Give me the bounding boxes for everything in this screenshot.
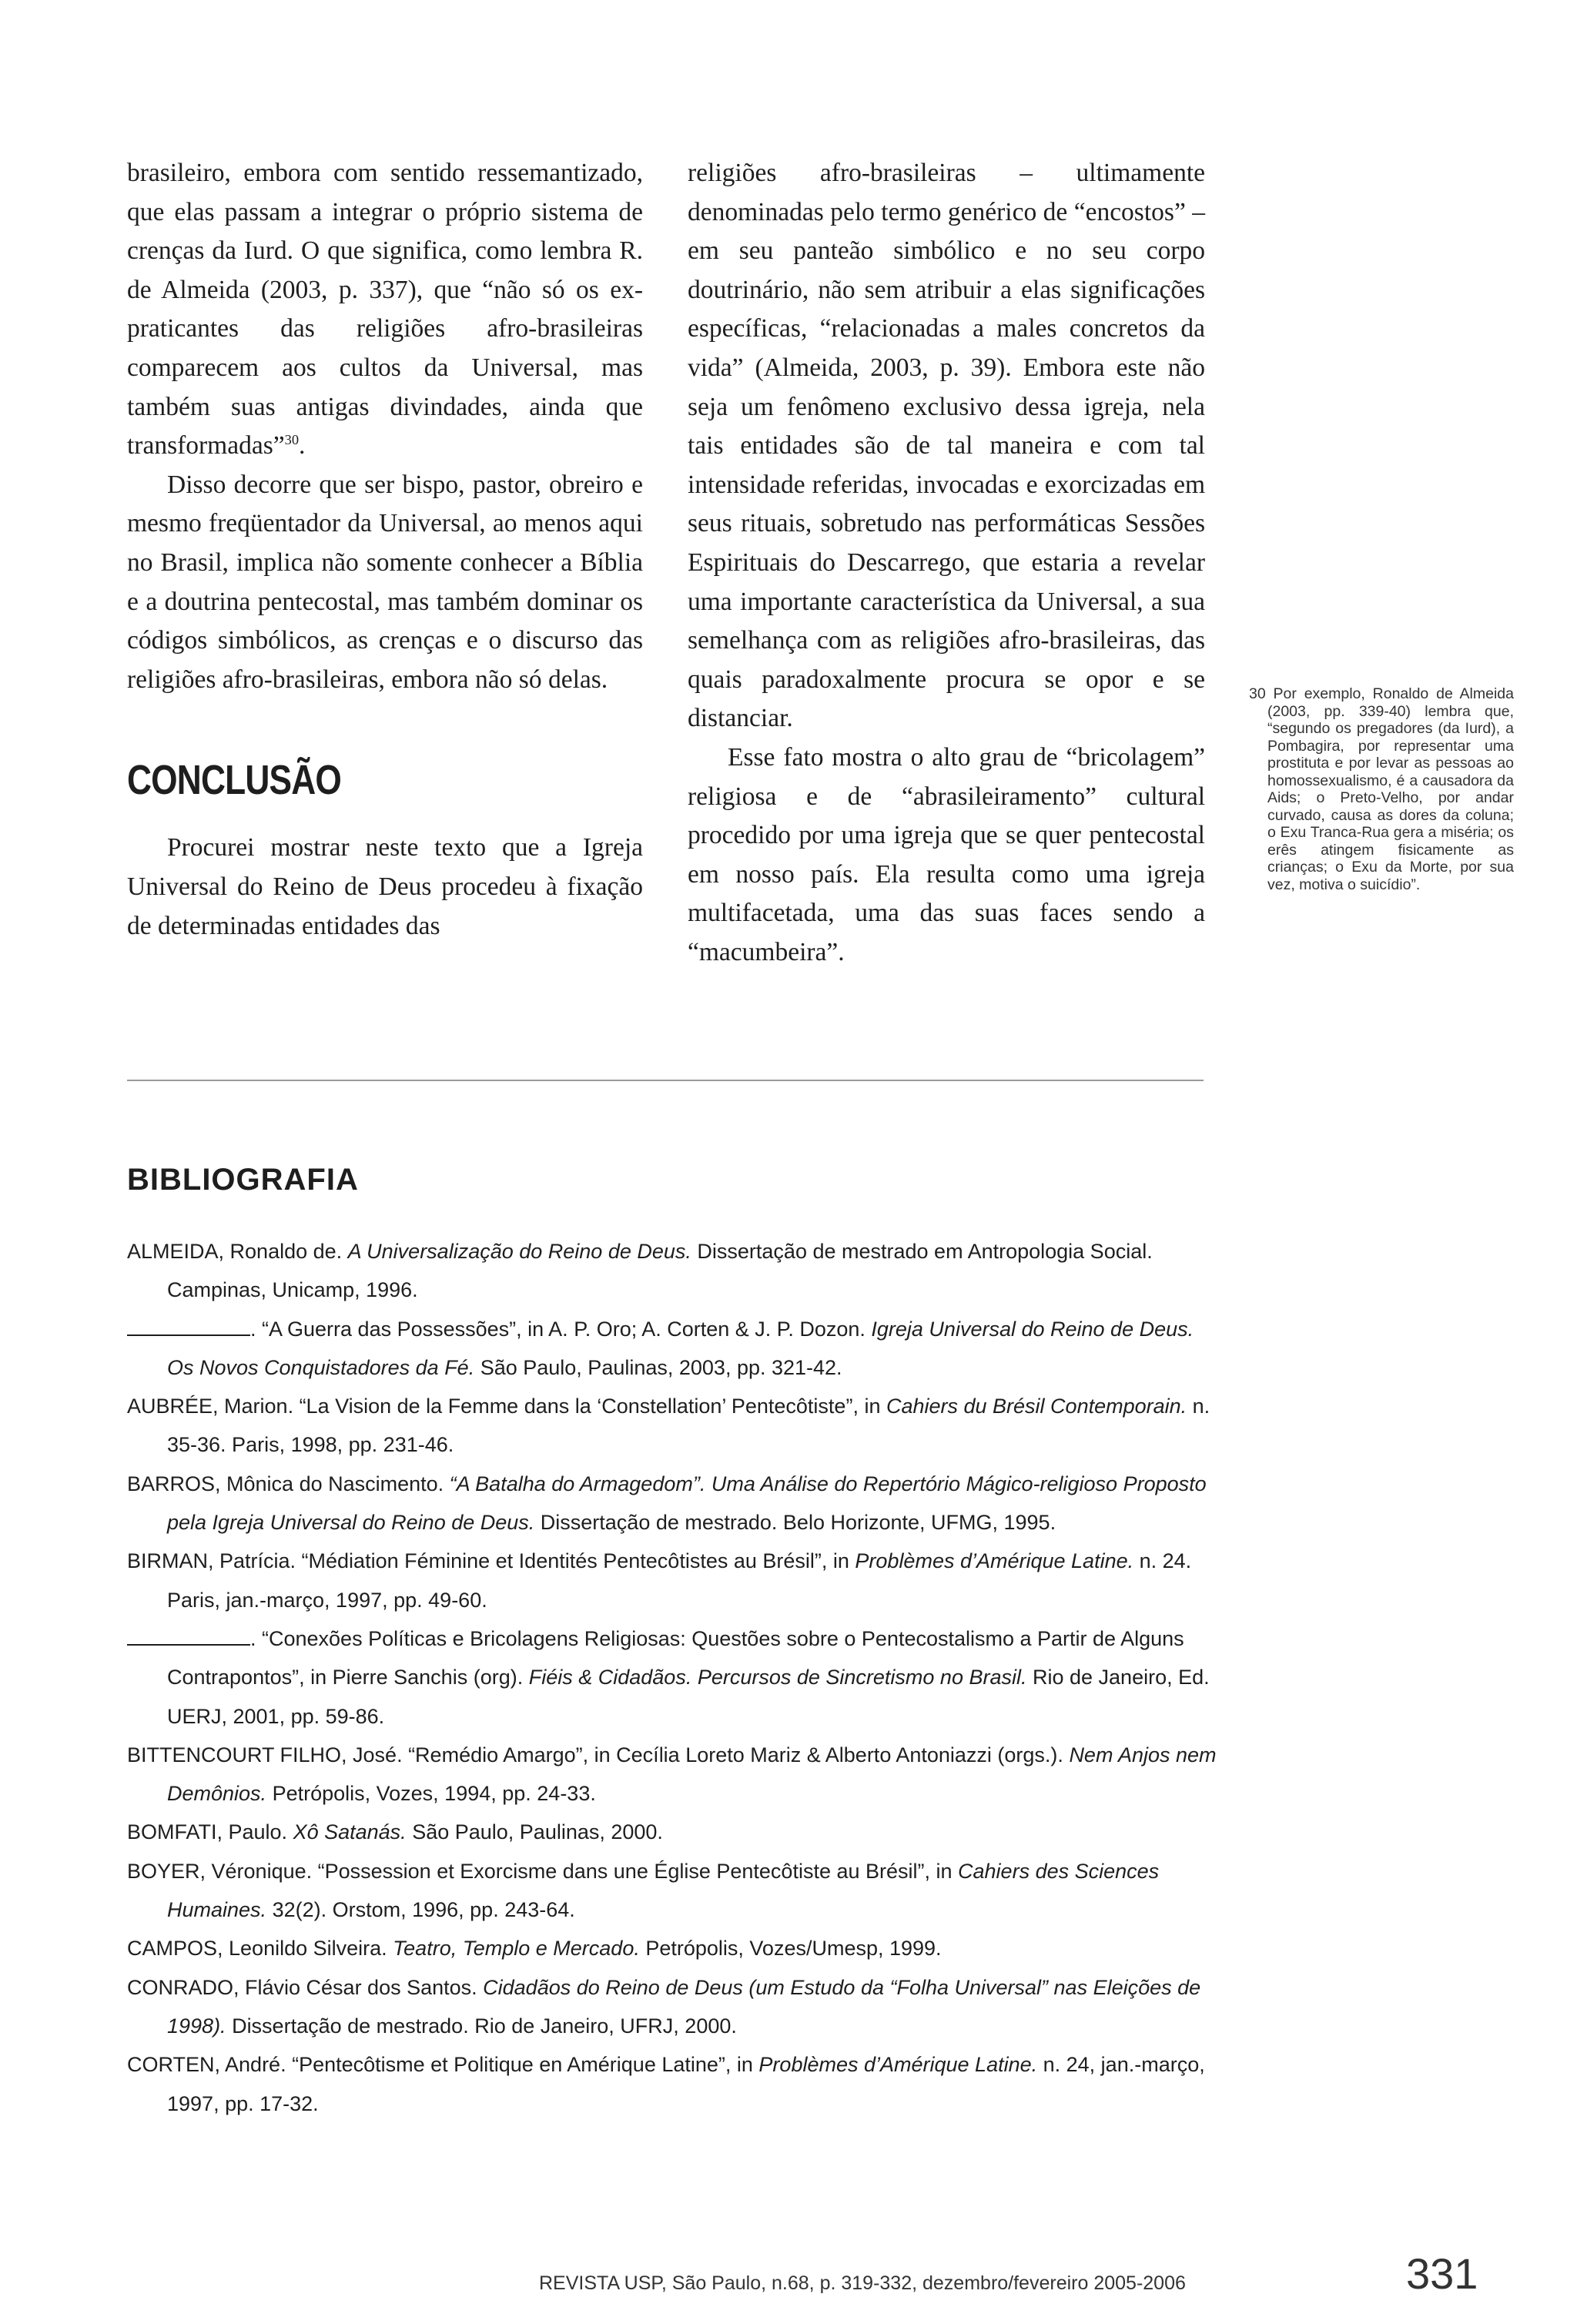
ditto-rule — [127, 1643, 250, 1646]
entry-title: “A Batalha do Armagedom”. Uma Análise do Repertório Mágico-religioso Proposto pela Igreja Universal do Reino de Deus. — [167, 1472, 1207, 1535]
entry-text: Rio de Janeiro, Ed. UERJ, 2001, pp. 59-86. — [167, 1666, 1210, 1728]
entry-text: AUBRÉE, Marion. “La Vision de la Femme dans la ‘Constellation’ Pentecôtiste”, in — [127, 1395, 886, 1418]
entry-title: Problèmes d’Amérique Latine. — [855, 1549, 1134, 1573]
bibliography-entry — [127, 1736, 1220, 1813]
paragraph: Esse fato mostra o alto grau de “bricolagem” religiosa e de “abrasileiramento” cultural procedido por uma igreja que se quer pentecostal em nosso país. Ela resulta como uma igreja multifacetada, uma das suas faces sendo a “macumbeira”. — [688, 742, 1205, 966]
left-text-column — [127, 154, 643, 946]
entry-text: BARROS, Mônica do Nascimento. — [127, 1472, 450, 1495]
bibliography-entry — [127, 2045, 1220, 2123]
ditto-rule — [127, 1334, 250, 1336]
entry-title: Cahiers des Sciences Humaines. — [167, 1859, 1160, 1922]
entry-title: Cahiers du Brésil Contemporain. — [886, 1395, 1187, 1418]
entry-text: BOYER, Véronique. “Possession et Exorcisme dans une Église Pentecôtiste au Brésil”, in — [127, 1859, 959, 1883]
bibliography-entry — [127, 1310, 1220, 1388]
bibliography-entry — [127, 1232, 1220, 1310]
bibliography-entry — [127, 1542, 1220, 1619]
section-heading-conclusion: CONCLUSÃO — [127, 757, 341, 804]
entry-text: BOMFATI, Paulo. — [127, 1820, 293, 1844]
entry-text: 32(2). Orstom, 1996, pp. 243-64. — [266, 1898, 575, 1922]
entry-title: A Universalização do Reino de Deus. — [347, 1240, 691, 1263]
entry-text: São Paulo, Paulinas, 2003, pp. 321-42. — [474, 1355, 842, 1379]
paragraph — [127, 154, 643, 466]
section-heading-bibliography: BIBLIOGRAFIA — [127, 1163, 359, 1197]
entry-text: BITTENCOURT FILHO, José. “Remédio Amargo”, in Cecília Loreto Mariz & Alberto Antoniazzi (orgs.). — [127, 1743, 1070, 1766]
bibliography-entry — [127, 1813, 1220, 1851]
entry-title: Cidadãos do Reino de Deus (um Estudo da “Folha Universal” nas Eleições de 1998). — [167, 1975, 1201, 2038]
entry-title: Teatro, Templo e Mercado. — [393, 1937, 640, 1961]
bibliography-entry — [127, 1852, 1220, 1930]
paragraph-text: brasileiro, embora com sentido ressemantizado, que elas passam a integrar o próprio sistema de crenças da Iurd. O que significa, como lembra R. de Almeida (2003, p. 337), que “não só os ex-praticantes das religiões afro-brasileiras comparecem aos cultos da Universal, mas também suas antigas divindades, ainda que transformadas” — [127, 159, 643, 460]
entry-title: Xô Satanás. — [293, 1820, 407, 1844]
footnote-ref[interactable]: 30 — [284, 432, 300, 447]
entry-text: Dissertação de mestrado. Rio de Janeiro, UFRJ, 2000. — [226, 2014, 737, 2038]
entry-text: n. 24. Paris, jan.-março, 1997, pp. 49-60. — [167, 1549, 1192, 1612]
entry-text: Petrópolis, Vozes, 1994, pp. 24-33. — [266, 1782, 596, 1806]
right-text-column — [688, 154, 1205, 972]
entry-text: n. 24, jan.-março, 1997, pp. 17-32. — [167, 2053, 1205, 2115]
entry-title: Fiéis & Cidadãos. Percursos de Sincretismo no Brasil. — [528, 1666, 1027, 1689]
entry-text: São Paulo, Paulinas, 2000. — [406, 1820, 663, 1844]
entry-text: BIRMAN, Patrícia. “Médiation Féminine et Identités Pentecôtistes au Brésil”, in — [127, 1549, 855, 1573]
bibliography-list — [127, 1232, 1220, 2123]
entry-title: Nem Anjos nem Demônios. — [167, 1743, 1217, 1806]
paragraph: Disso decorre que ser bispo, pastor, obreiro e mesmo freqüentador da Universal, ao menos aqui no Brasil, implica não somente conhecer a Bíblia e a doutrina pentecostal, mas também dominar os códigos simbólicos, as crenças e o discurso das religiões afro-brasileiras, embora não só delas. — [127, 470, 643, 694]
bibliography-entry — [127, 1929, 1220, 1967]
running-footer: REVISTA USP, São Paulo, n.68, p. 319-332, dezembro/fevereiro 2005-2006 — [539, 2272, 1186, 2294]
bibliography-entry — [127, 1968, 1220, 2046]
paragraph-text-end: . — [299, 431, 306, 460]
paragraph: religiões afro-brasileiras – ultimamente denominadas pelo termo genérico de “encostos” – em seu panteão simbólico e no seu corpo doutrinário, não sem atribuir a elas significações específicas, “relacionadas a males concretos da vida” (Almeida, 2003, p. 39). Embora este não seja um fenômeno exclusivo dessa igreja, nela tais entidades são de tal maneira e com tal intensidade referidas, invocadas e exorcizadas em seus rituais, sobretudo nas performáticas Sessões Espirituais do Descarrego, que estaria a revelar uma importante característica da Universal, a sua semelhança com as religiões afro-brasileiras, das quais paradoxalmente procura se opor e se distanciar. — [688, 159, 1205, 733]
section-divider — [127, 1080, 1204, 1081]
entry-text: Petrópolis, Vozes/Umesp, 1999. — [639, 1937, 942, 1961]
footnote-30: 30 Por exemplo, Ronaldo de Almeida (2003, pp. 339-40) lembra que, “segundo os pregadores (da Iurd), a Pombagira, por representar uma prostituta e por levar as pessoas ao homossexualismo, é a causadora da Aids; o Preto-Velho, por andar curvado, causa as dores da coluna; o Exu Tranca-Rua gera a miséria; os erês atingem fisicamente as crianças; o Exu da Morte, por sua vez, motiva o suicídio”. — [1249, 685, 1514, 893]
entry-title: Problèmes d’Amérique Latine. — [758, 2053, 1038, 2077]
entry-text: . “A Guerra das Possessões”, in A. P. Oro; A. Corten & J. P. Dozon. — [250, 1317, 872, 1341]
bibliography-entry — [127, 1387, 1220, 1465]
entry-text: ALMEIDA, Ronaldo de. — [127, 1240, 348, 1263]
entry-text: . “Conexões Políticas e Bricolagens Religiosas: Questões sobre o Pentecostalismo a Partir de Alguns Contrapontos”, in Pierre Sanchis (org). — [167, 1626, 1184, 1689]
entry-text: Dissertação de mestrado em Antropologia Social. Campinas, Unicamp, 1996. — [167, 1240, 1153, 1302]
page-number: 331 — [1406, 2249, 1478, 2298]
entry-text: n. 35-36. Paris, 1998, pp. 231-46. — [167, 1395, 1210, 1457]
entry-text: CONRADO, Flávio César dos Santos. — [127, 1975, 484, 1999]
entry-title: Igreja Universal do Reino de Deus. Os Novos Conquistadores da Fé. — [167, 1317, 1194, 1379]
paragraph: Procurei mostrar neste texto que a Igreja Universal do Reino de Deus procedeu à fixação de determinadas entidades das — [127, 833, 643, 940]
entry-text: CAMPOS, Leonildo Silveira. — [127, 1937, 393, 1961]
entry-text: CORTEN, André. “Pentecôtisme et Politique en Amérique Latine”, in — [127, 2053, 759, 2077]
bibliography-entry — [127, 1465, 1220, 1542]
entry-text: Dissertação de mestrado. Belo Horizonte, UFMG, 1995. — [534, 1511, 1056, 1535]
bibliography-entry — [127, 1619, 1220, 1736]
